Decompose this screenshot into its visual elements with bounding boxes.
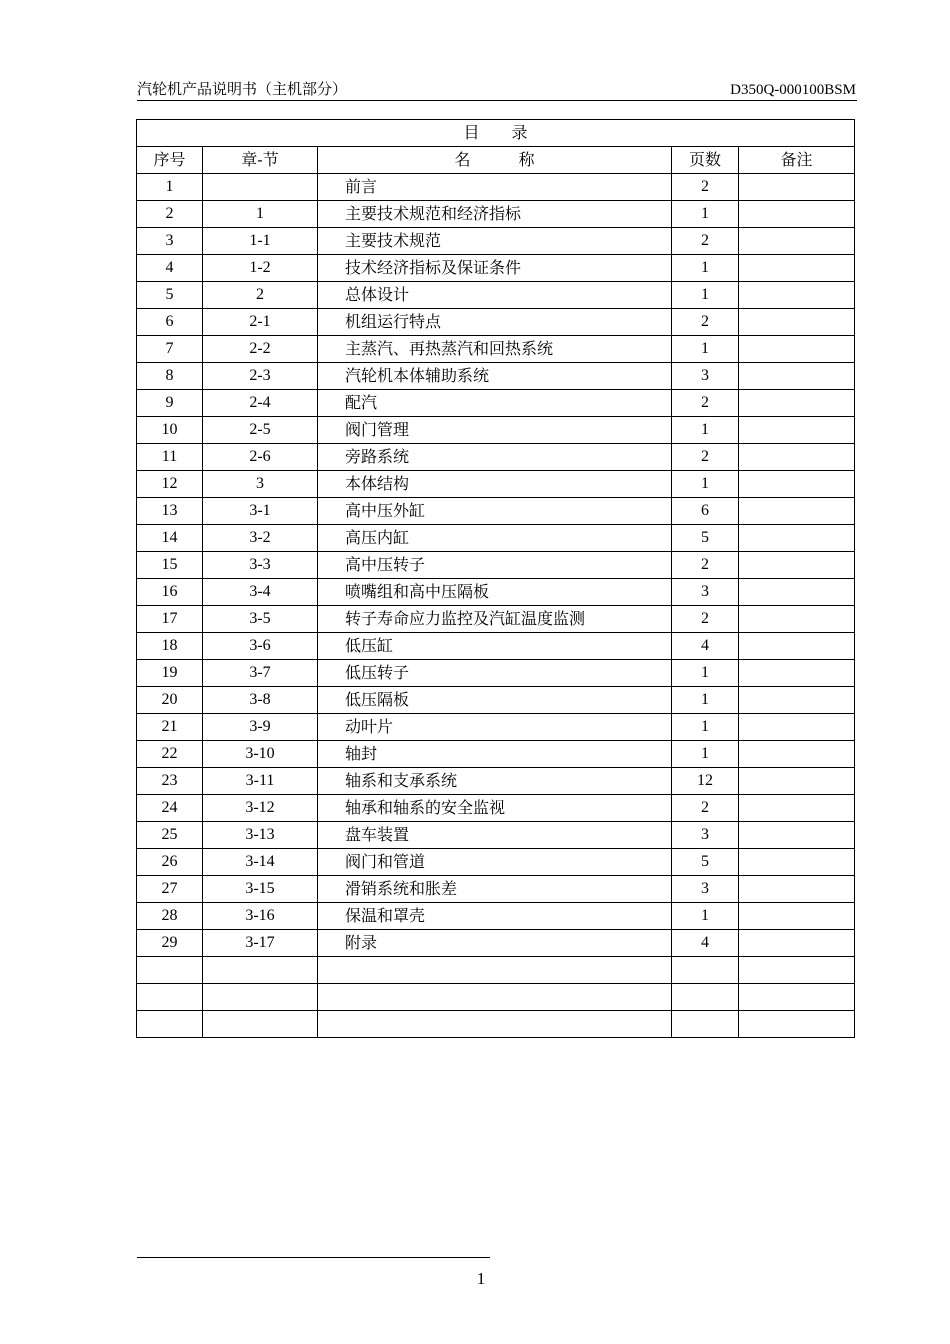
row-name-cell: 附录 (318, 930, 672, 957)
row-chapter-cell: 3-1 (203, 498, 318, 525)
row-remarks-cell (739, 768, 855, 795)
row-remarks-cell (739, 633, 855, 660)
row-seq-cell: 26 (137, 849, 203, 876)
row-pages-cell: 3 (672, 876, 739, 903)
table-row (137, 228, 855, 255)
row-seq-cell: 13 (137, 498, 203, 525)
row-pages-cell: 4 (672, 930, 739, 957)
table-row (137, 876, 855, 903)
row-name-cell: 主要技术规范 (318, 228, 672, 255)
row-seq-cell: 7 (137, 336, 203, 363)
row-name-cell: 汽轮机本体辅助系统 (318, 363, 672, 390)
row-remarks-cell (739, 228, 855, 255)
row-chapter-cell: 3-4 (203, 579, 318, 606)
row-remarks-cell (739, 471, 855, 498)
toc-title: 目 录 (137, 120, 855, 147)
row-name-cell: 高中压外缸 (318, 498, 672, 525)
table-row (137, 795, 855, 822)
row-pages-cell: 1 (672, 660, 739, 687)
row-name-cell: 主蒸汽、再热蒸汽和回热系统 (318, 336, 672, 363)
row-chapter-cell: 3-5 (203, 606, 318, 633)
row-remarks-cell (739, 417, 855, 444)
row-name-cell: 技术经济指标及保证条件 (318, 255, 672, 282)
row-seq-cell: 22 (137, 741, 203, 768)
row-seq-cell: 23 (137, 768, 203, 795)
row-remarks-cell (739, 1011, 855, 1038)
row-pages-cell: 5 (672, 849, 739, 876)
row-pages-cell: 2 (672, 309, 739, 336)
table-row (137, 606, 855, 633)
row-remarks-cell (739, 282, 855, 309)
row-remarks-cell (739, 984, 855, 1011)
row-name-cell: 本体结构 (318, 471, 672, 498)
row-chapter-cell: 3 (203, 471, 318, 498)
table-row (137, 444, 855, 471)
row-pages-cell: 1 (672, 687, 739, 714)
row-seq-cell: 18 (137, 633, 203, 660)
row-remarks-cell (739, 336, 855, 363)
column-header-pages: 页数 (672, 147, 739, 174)
row-remarks-cell (739, 741, 855, 768)
row-name-cell (318, 1011, 672, 1038)
row-chapter-cell: 3-3 (203, 552, 318, 579)
row-name-cell: 高中压转子 (318, 552, 672, 579)
row-remarks-cell (739, 849, 855, 876)
row-seq-cell: 10 (137, 417, 203, 444)
row-seq-cell: 28 (137, 903, 203, 930)
page-number: 1 (476, 1269, 486, 1288)
row-seq-cell: 2 (137, 201, 203, 228)
row-name-cell: 阀门和管道 (318, 849, 672, 876)
row-seq-cell: 9 (137, 390, 203, 417)
row-pages-cell: 6 (672, 498, 739, 525)
footer-divider (137, 1257, 490, 1258)
table-row (137, 849, 855, 876)
document-code: D350Q-000100BSM (730, 82, 856, 98)
table-row (137, 552, 855, 579)
table-row (137, 741, 855, 768)
row-chapter-cell: 2-6 (203, 444, 318, 471)
row-name-cell: 低压隔板 (318, 687, 672, 714)
row-remarks-cell (739, 903, 855, 930)
row-name-cell: 旁路系统 (318, 444, 672, 471)
table-row (137, 768, 855, 795)
row-remarks-cell (739, 660, 855, 687)
table-of-contents (136, 119, 855, 1038)
row-seq-cell: 11 (137, 444, 203, 471)
row-seq-cell: 12 (137, 471, 203, 498)
row-remarks-cell (739, 552, 855, 579)
row-name-cell: 主要技术规范和经济指标 (318, 201, 672, 228)
row-remarks-cell (739, 309, 855, 336)
row-chapter-cell: 2-5 (203, 417, 318, 444)
row-chapter-cell: 3-8 (203, 687, 318, 714)
row-remarks-cell (739, 876, 855, 903)
row-pages-cell: 5 (672, 525, 739, 552)
row-chapter-cell: 3-11 (203, 768, 318, 795)
row-seq-cell (137, 957, 203, 984)
row-remarks-cell (739, 795, 855, 822)
row-chapter-cell: 3-15 (203, 876, 318, 903)
row-remarks-cell (739, 174, 855, 201)
column-header-chapter: 章-节 (203, 147, 318, 174)
row-remarks-cell (739, 390, 855, 417)
row-chapter-cell: 3-13 (203, 822, 318, 849)
table-row (137, 282, 855, 309)
row-pages-cell: 2 (672, 552, 739, 579)
row-name-cell (318, 984, 672, 1011)
table-row (137, 579, 855, 606)
row-seq-cell: 16 (137, 579, 203, 606)
row-chapter-cell: 2 (203, 282, 318, 309)
row-seq-cell: 27 (137, 876, 203, 903)
row-seq-cell: 1 (137, 174, 203, 201)
row-remarks-cell (739, 714, 855, 741)
row-chapter-cell: 3-6 (203, 633, 318, 660)
row-chapter-cell: 2-3 (203, 363, 318, 390)
row-seq-cell: 19 (137, 660, 203, 687)
table-row (137, 525, 855, 552)
table-row (137, 255, 855, 282)
row-chapter-cell: 3-14 (203, 849, 318, 876)
row-chapter-cell: 2-4 (203, 390, 318, 417)
table-row (137, 336, 855, 363)
row-pages-cell: 2 (672, 228, 739, 255)
table-row (137, 390, 855, 417)
row-remarks-cell (739, 255, 855, 282)
row-seq-cell: 6 (137, 309, 203, 336)
row-seq-cell: 20 (137, 687, 203, 714)
row-remarks-cell (739, 363, 855, 390)
row-remarks-cell (739, 498, 855, 525)
table-row (137, 660, 855, 687)
row-name-cell (318, 957, 672, 984)
row-pages-cell: 1 (672, 201, 739, 228)
row-pages-cell: 2 (672, 606, 739, 633)
row-pages-cell (672, 957, 739, 984)
row-pages-cell (672, 1011, 739, 1038)
row-pages-cell: 3 (672, 363, 739, 390)
row-name-cell: 前言 (318, 174, 672, 201)
row-pages-cell: 1 (672, 741, 739, 768)
row-pages-cell: 2 (672, 444, 739, 471)
header-divider (137, 100, 857, 101)
row-name-cell: 高压内缸 (318, 525, 672, 552)
table-row (137, 984, 855, 1011)
row-pages-cell: 2 (672, 174, 739, 201)
row-name-cell: 盘车装置 (318, 822, 672, 849)
row-chapter-cell: 3-7 (203, 660, 318, 687)
row-seq-cell: 3 (137, 228, 203, 255)
row-pages-cell (672, 984, 739, 1011)
row-seq-cell: 21 (137, 714, 203, 741)
row-seq-cell: 25 (137, 822, 203, 849)
row-name-cell: 喷嘴组和高中压隔板 (318, 579, 672, 606)
row-chapter-cell: 3-10 (203, 741, 318, 768)
row-pages-cell: 12 (672, 768, 739, 795)
row-pages-cell: 3 (672, 579, 739, 606)
row-chapter-cell: 3-17 (203, 930, 318, 957)
row-name-cell: 滑销系统和胀差 (318, 876, 672, 903)
row-seq-cell: 17 (137, 606, 203, 633)
row-seq-cell: 5 (137, 282, 203, 309)
toc-header-row (137, 147, 855, 174)
row-seq-cell: 8 (137, 363, 203, 390)
row-name-cell: 配汽 (318, 390, 672, 417)
row-remarks-cell (739, 957, 855, 984)
table-row (137, 201, 855, 228)
row-name-cell: 低压转子 (318, 660, 672, 687)
row-chapter-cell: 2-1 (203, 309, 318, 336)
row-seq-cell: 4 (137, 255, 203, 282)
toc-title-row (137, 120, 855, 147)
row-pages-cell: 1 (672, 336, 739, 363)
row-chapter-cell: 1-2 (203, 255, 318, 282)
table-row (137, 633, 855, 660)
row-name-cell: 轴封 (318, 741, 672, 768)
row-name-cell: 机组运行特点 (318, 309, 672, 336)
row-pages-cell: 1 (672, 714, 739, 741)
table-row (137, 471, 855, 498)
row-seq-cell: 29 (137, 930, 203, 957)
row-name-cell: 转子寿命应力监控及汽缸温度监测 (318, 606, 672, 633)
row-name-cell: 动叶片 (318, 714, 672, 741)
document-title: 汽轮机产品说明书（主机部分） (137, 80, 348, 98)
table-row (137, 363, 855, 390)
column-header-name: 名 称 (318, 147, 672, 174)
table-row (137, 309, 855, 336)
row-chapter-cell: 3-12 (203, 795, 318, 822)
row-name-cell: 总体设计 (318, 282, 672, 309)
row-seq-cell (137, 1011, 203, 1038)
row-chapter-cell (203, 1011, 318, 1038)
row-pages-cell: 3 (672, 822, 739, 849)
column-header-seq: 序号 (137, 147, 203, 174)
row-chapter-cell (203, 174, 318, 201)
row-pages-cell: 2 (672, 795, 739, 822)
table-row (137, 687, 855, 714)
row-remarks-cell (739, 444, 855, 471)
row-name-cell: 轴承和轴系的安全监视 (318, 795, 672, 822)
table-row (137, 417, 855, 444)
row-chapter-cell: 2-2 (203, 336, 318, 363)
row-name-cell: 保温和罩壳 (318, 903, 672, 930)
table-row (137, 1011, 855, 1038)
row-remarks-cell (739, 687, 855, 714)
table-row (137, 498, 855, 525)
row-remarks-cell (739, 579, 855, 606)
row-chapter-cell: 3-2 (203, 525, 318, 552)
table-row (137, 957, 855, 984)
row-pages-cell: 1 (672, 903, 739, 930)
row-remarks-cell (739, 201, 855, 228)
row-name-cell: 低压缸 (318, 633, 672, 660)
table-row (137, 822, 855, 849)
row-pages-cell: 2 (672, 390, 739, 417)
row-chapter-cell (203, 984, 318, 1011)
table-row (137, 903, 855, 930)
row-pages-cell: 1 (672, 282, 739, 309)
table-row (137, 930, 855, 957)
row-seq-cell (137, 984, 203, 1011)
row-seq-cell: 15 (137, 552, 203, 579)
row-chapter-cell: 1 (203, 201, 318, 228)
row-chapter-cell: 3-16 (203, 903, 318, 930)
row-chapter-cell: 1-1 (203, 228, 318, 255)
row-chapter-cell: 3-9 (203, 714, 318, 741)
row-name-cell: 阀门管理 (318, 417, 672, 444)
row-remarks-cell (739, 822, 855, 849)
row-remarks-cell (739, 930, 855, 957)
row-name-cell: 轴系和支承系统 (318, 768, 672, 795)
row-pages-cell: 1 (672, 417, 739, 444)
table-row (137, 174, 855, 201)
row-seq-cell: 14 (137, 525, 203, 552)
table-row (137, 714, 855, 741)
column-header-remarks: 备注 (739, 147, 855, 174)
row-pages-cell: 1 (672, 471, 739, 498)
row-remarks-cell (739, 606, 855, 633)
row-pages-cell: 4 (672, 633, 739, 660)
row-pages-cell: 1 (672, 255, 739, 282)
row-remarks-cell (739, 525, 855, 552)
row-chapter-cell (203, 957, 318, 984)
row-seq-cell: 24 (137, 795, 203, 822)
